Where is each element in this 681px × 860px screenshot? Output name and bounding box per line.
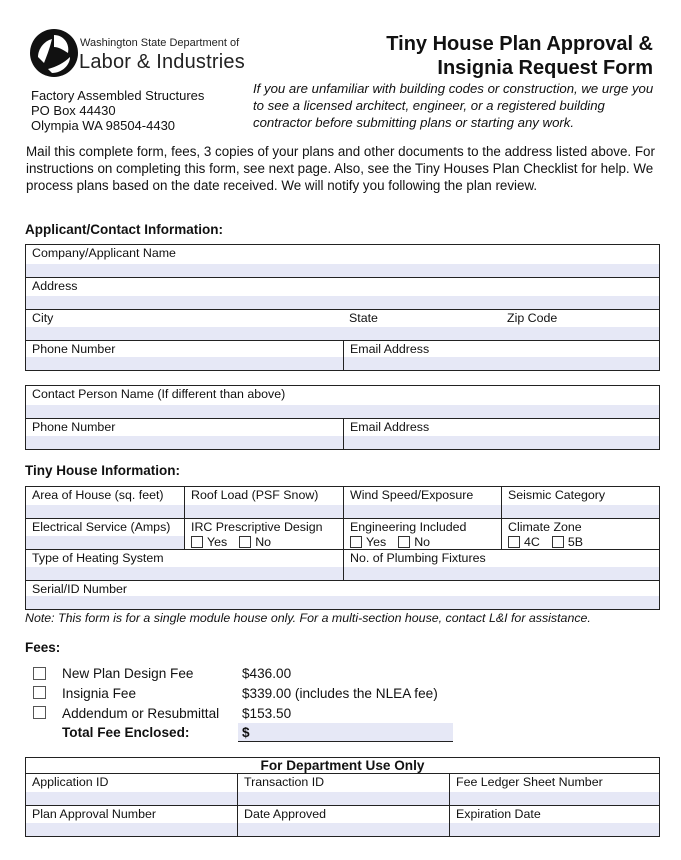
electrical-field[interactable]	[26, 519, 184, 549]
zone-4c-checkbox[interactable]	[508, 536, 520, 548]
zip-field[interactable]	[501, 310, 659, 340]
plan-approval-label: Plan Approval Number	[32, 807, 156, 821]
area-input[interactable]	[26, 505, 184, 518]
city-field[interactable]	[26, 310, 343, 340]
company-name-field[interactable]	[26, 245, 659, 277]
insignia-fee-amount: $339.00 (includes the NLEA fee)	[242, 686, 438, 701]
email-field[interactable]	[343, 341, 659, 370]
contact-table	[25, 385, 660, 450]
plan-approval-input[interactable]	[26, 823, 237, 836]
zone-5b-checkbox[interactable]	[552, 536, 564, 548]
seismic-input[interactable]	[502, 505, 659, 518]
tiny-house-table	[25, 486, 660, 610]
roof-load-label: Roof Load (PSF Snow)	[191, 488, 319, 502]
climate-zone-label: Climate Zone	[508, 520, 582, 534]
zone-5b-label: 5B	[567, 535, 583, 549]
addendum-fee-amount: $153.50	[242, 706, 292, 721]
engineering-no-option[interactable]	[398, 535, 430, 549]
contact-phone-input[interactable]	[26, 436, 343, 449]
department-use-table	[25, 757, 660, 837]
transaction-id-field[interactable]	[237, 774, 449, 805]
seismic-label: Seismic Category	[508, 488, 606, 502]
heating-label: Type of Heating System	[32, 551, 164, 565]
expiration-label: Expiration Date	[456, 807, 541, 821]
insignia-fee-label: Insignia Fee	[62, 686, 137, 701]
engineering-field	[343, 519, 501, 549]
irc-no-checkbox[interactable]	[239, 536, 251, 548]
form-title	[353, 32, 653, 80]
irc-design-field	[184, 519, 343, 549]
form-title-line1: Tiny House Plan Approval &	[386, 33, 653, 55]
agency-name-line2: Labor & Industries	[79, 51, 245, 73]
zip-input[interactable]	[501, 327, 659, 340]
lni-logo-icon	[28, 27, 80, 79]
fees-section-heading: Fees:	[25, 640, 61, 655]
zone-4c-option[interactable]	[508, 535, 540, 549]
serial-field[interactable]	[26, 581, 659, 609]
date-approved-input[interactable]	[238, 823, 449, 836]
date-approved-label: Date Approved	[244, 807, 326, 821]
phone-field[interactable]	[26, 341, 343, 370]
insignia-fee-checkbox[interactable]	[33, 686, 46, 699]
plan-approval-field[interactable]	[26, 806, 237, 836]
area-field[interactable]	[26, 487, 184, 518]
application-id-input[interactable]	[26, 792, 237, 805]
electrical-input[interactable]	[26, 536, 184, 549]
engineering-no-label: No	[414, 535, 431, 549]
irc-yes-label: Yes	[207, 535, 228, 549]
state-label: State	[349, 311, 378, 325]
contact-phone-label: Phone Number	[32, 420, 116, 434]
engineering-yes-label: Yes	[366, 535, 387, 549]
email-label: Email Address	[350, 342, 430, 356]
area-label: Area of House (sq. feet)	[32, 488, 164, 502]
roof-load-field[interactable]	[184, 487, 343, 518]
electrical-label: Electrical Service (Amps)	[32, 520, 171, 534]
new-plan-fee-checkbox[interactable]	[33, 667, 46, 680]
agency-name-line1: Washington State Department of	[80, 37, 240, 49]
transaction-id-label: Transaction ID	[244, 775, 325, 789]
irc-no-label: No	[255, 535, 272, 549]
address-line: Olympia WA 98504-4430	[31, 118, 176, 133]
contact-email-field[interactable]	[343, 419, 659, 449]
company-name-label: Company/Applicant Name	[32, 246, 176, 260]
fee-ledger-field[interactable]	[449, 774, 659, 805]
irc-design-label: IRC Prescriptive Design	[191, 520, 323, 534]
contact-person-label: Contact Person Name (If different than above)	[32, 387, 286, 401]
contact-email-input[interactable]	[344, 436, 659, 449]
company-name-input[interactable]	[26, 264, 659, 277]
total-fee-input[interactable]: $	[238, 723, 453, 742]
fee-ledger-input[interactable]	[450, 792, 659, 805]
department-use-heading: For Department Use Only	[26, 758, 659, 774]
total-fee-label: Total Fee Enclosed:	[62, 725, 190, 740]
email-input[interactable]	[344, 357, 659, 370]
address-line: Factory Assembled Structures	[31, 88, 205, 103]
phone-label: Phone Number	[32, 342, 116, 356]
engineering-label: Engineering Included	[350, 520, 467, 534]
seismic-field[interactable]	[501, 487, 659, 518]
applicant-table	[25, 244, 660, 371]
wind-speed-input[interactable]	[344, 505, 501, 518]
address-input[interactable]	[26, 296, 659, 309]
heating-field[interactable]	[26, 550, 343, 580]
city-input[interactable]	[26, 327, 343, 340]
date-approved-field[interactable]	[237, 806, 449, 836]
address-label: Address	[32, 279, 78, 293]
tiny-house-section-heading: Tiny House Information:	[25, 463, 181, 478]
transaction-id-input[interactable]	[238, 792, 449, 805]
irc-no-option[interactable]	[239, 535, 271, 549]
irc-yes-option[interactable]	[191, 535, 227, 549]
expiration-field[interactable]	[449, 806, 659, 836]
wind-speed-label: Wind Speed/Exposure	[350, 488, 474, 502]
advisory-text: If you are unfamiliar with building codes or construction, we urge you to see a licensed architect, engineer, or a registered building contractor before submitting plans or starting any work.	[253, 81, 654, 130]
state-input[interactable]	[343, 327, 501, 340]
zone-4c-label: 4C	[524, 535, 540, 549]
expiration-input[interactable]	[450, 823, 659, 836]
engineering-no-checkbox[interactable]	[398, 536, 410, 548]
heating-input[interactable]	[26, 567, 343, 580]
addendum-fee-label: Addendum or Resubmittal	[62, 706, 220, 721]
addendum-fee-checkbox[interactable]	[33, 706, 46, 719]
new-plan-fee-amount: $436.00	[242, 666, 292, 681]
mailing-address	[31, 88, 204, 133]
engineering-yes-checkbox[interactable]	[350, 536, 362, 548]
phone-input[interactable]	[26, 357, 343, 370]
climate-zone-field	[501, 519, 659, 549]
contact-email-label: Email Address	[350, 420, 430, 434]
address-field[interactable]	[26, 278, 659, 309]
fee-ledger-label: Fee Ledger Sheet Number	[456, 775, 603, 789]
zone-5b-option[interactable]	[552, 535, 583, 549]
application-id-field[interactable]	[26, 774, 237, 805]
serial-input[interactable]	[26, 596, 659, 609]
plumbing-field[interactable]	[343, 550, 659, 580]
intro-text: Mail this complete form, fees, 3 copies of your plans and other documents to the address listed above. For instructions on completing this form, see next page. Also, see the Tiny Houses Plan Checklist for help. We process plans based on the date received. We will notify you following the plan review.	[26, 144, 655, 193]
wind-speed-field[interactable]	[343, 487, 501, 518]
contact-phone-field[interactable]	[26, 419, 343, 449]
roof-load-input[interactable]	[185, 505, 343, 518]
applicant-section-heading: Applicant/Contact Information:	[25, 222, 223, 237]
plumbing-input[interactable]	[344, 567, 659, 580]
serial-label: Serial/ID Number	[32, 582, 128, 596]
contact-person-input[interactable]	[26, 405, 659, 418]
new-plan-fee-label: New Plan Design Fee	[62, 666, 194, 681]
address-line: PO Box 44430	[31, 103, 116, 118]
engineering-yes-option[interactable]	[350, 535, 386, 549]
single-module-note: Note: This form is for a single module house only. For a multi-section house, contact L&I for assistance.	[25, 611, 591, 625]
city-label: City	[32, 311, 54, 325]
irc-yes-checkbox[interactable]	[191, 536, 203, 548]
zip-label: Zip Code	[507, 311, 558, 325]
form-title-line2: Insignia Request Form	[437, 57, 653, 79]
plumbing-label: No. of Plumbing Fixtures	[350, 551, 486, 565]
application-id-label: Application ID	[32, 775, 109, 789]
state-field[interactable]	[343, 310, 501, 340]
contact-person-field[interactable]	[26, 386, 659, 418]
